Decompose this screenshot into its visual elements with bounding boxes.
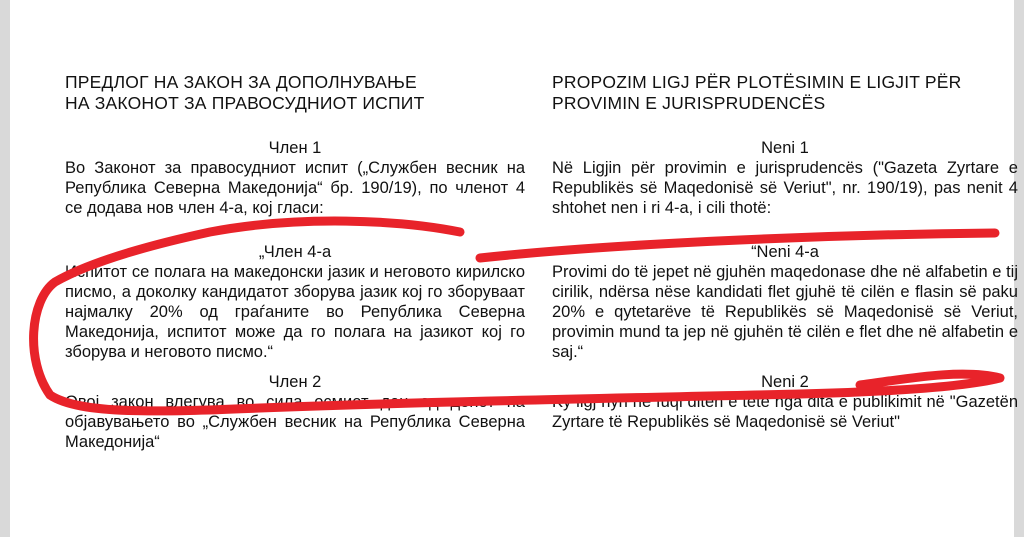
mk-article4a-heading: „Член 4-а <box>258 243 332 261</box>
albanian-column <box>552 72 1018 432</box>
mk-title <box>65 72 525 114</box>
sq-article4a-text: Provimi do të jepet në gjuhën maqedonase dhe në alfabetin e tij cirilik, ndërsa nëse kandidati flet gjuhë të cilën e flasin së paku 20% e qytetarëve të Republikës së Maqedonisë së Veriut, provimin mund ta jep në gjuhën të cilën e flet dhe në alfabetin e saj.“ <box>552 263 1018 361</box>
mk-article4a-text: Испитот се полага на македонски јазик и неговото кирилско писмо, а доколку кандидатот зборува јазик кој го зборуваат најмалку 20% од граѓаните во Република Северна Македонија, испитот може да го полага на јазикот кој го зборува и неговото писмо.“ <box>65 263 525 361</box>
sq-article1-heading: Neni 1 <box>761 139 809 157</box>
sq-article4a-heading: “Neni 4-a <box>751 243 819 261</box>
sq-article2-text: Ky ligj hyn në fuqi ditën e tetë nga dita e publikimit në "Gazetën Zyrtare të Republikës së Maqedonisë së Veriut" <box>552 393 1018 431</box>
sq-article1-text: Në Ligjin për provimin e jurisprudencës ("Gazeta Zyrtare e Republikës së Maqedonisë së Veriut", nr. 190/19), pas nenit 4 shtohet nen i ri 4-a, i cili thotë: <box>552 159 1018 217</box>
sq-title-line-2: PROVIMIN E JURISPRUDENCËS <box>552 93 826 113</box>
mk-article1-text: Во Законот за правосудниот испит („Службен весник на Република Северна Македонија“ бр. 190/19), по членот 4 се додава нов член 4-а, кој гласи: <box>65 159 525 217</box>
mk-title-line-2: НА ЗАКОНОТ ЗА ПРАВОСУДНИОТ ИСПИТ <box>65 93 425 113</box>
sq-title-line-1: PROPOZIM LIGJ PËR PLOTËSIMIN E LIGJIT PËR <box>552 72 962 92</box>
mk-article2-text: Овој закон влегува во сила осмиот ден од денот на објавувањето во „Службен весник на Република Северна Македонија“ <box>65 393 525 451</box>
sq-article2-heading: Neni 2 <box>761 373 809 391</box>
sq-title <box>552 72 1018 114</box>
mk-article1-heading: Член 1 <box>268 139 322 157</box>
mk-title-line-1: ПРЕДЛОГ НА ЗАКОН ЗА ДОПОЛНУВАЊЕ <box>65 72 417 92</box>
mk-article2-heading: Член 2 <box>268 373 322 391</box>
document-page <box>10 0 1018 537</box>
macedonian-column <box>65 72 525 452</box>
